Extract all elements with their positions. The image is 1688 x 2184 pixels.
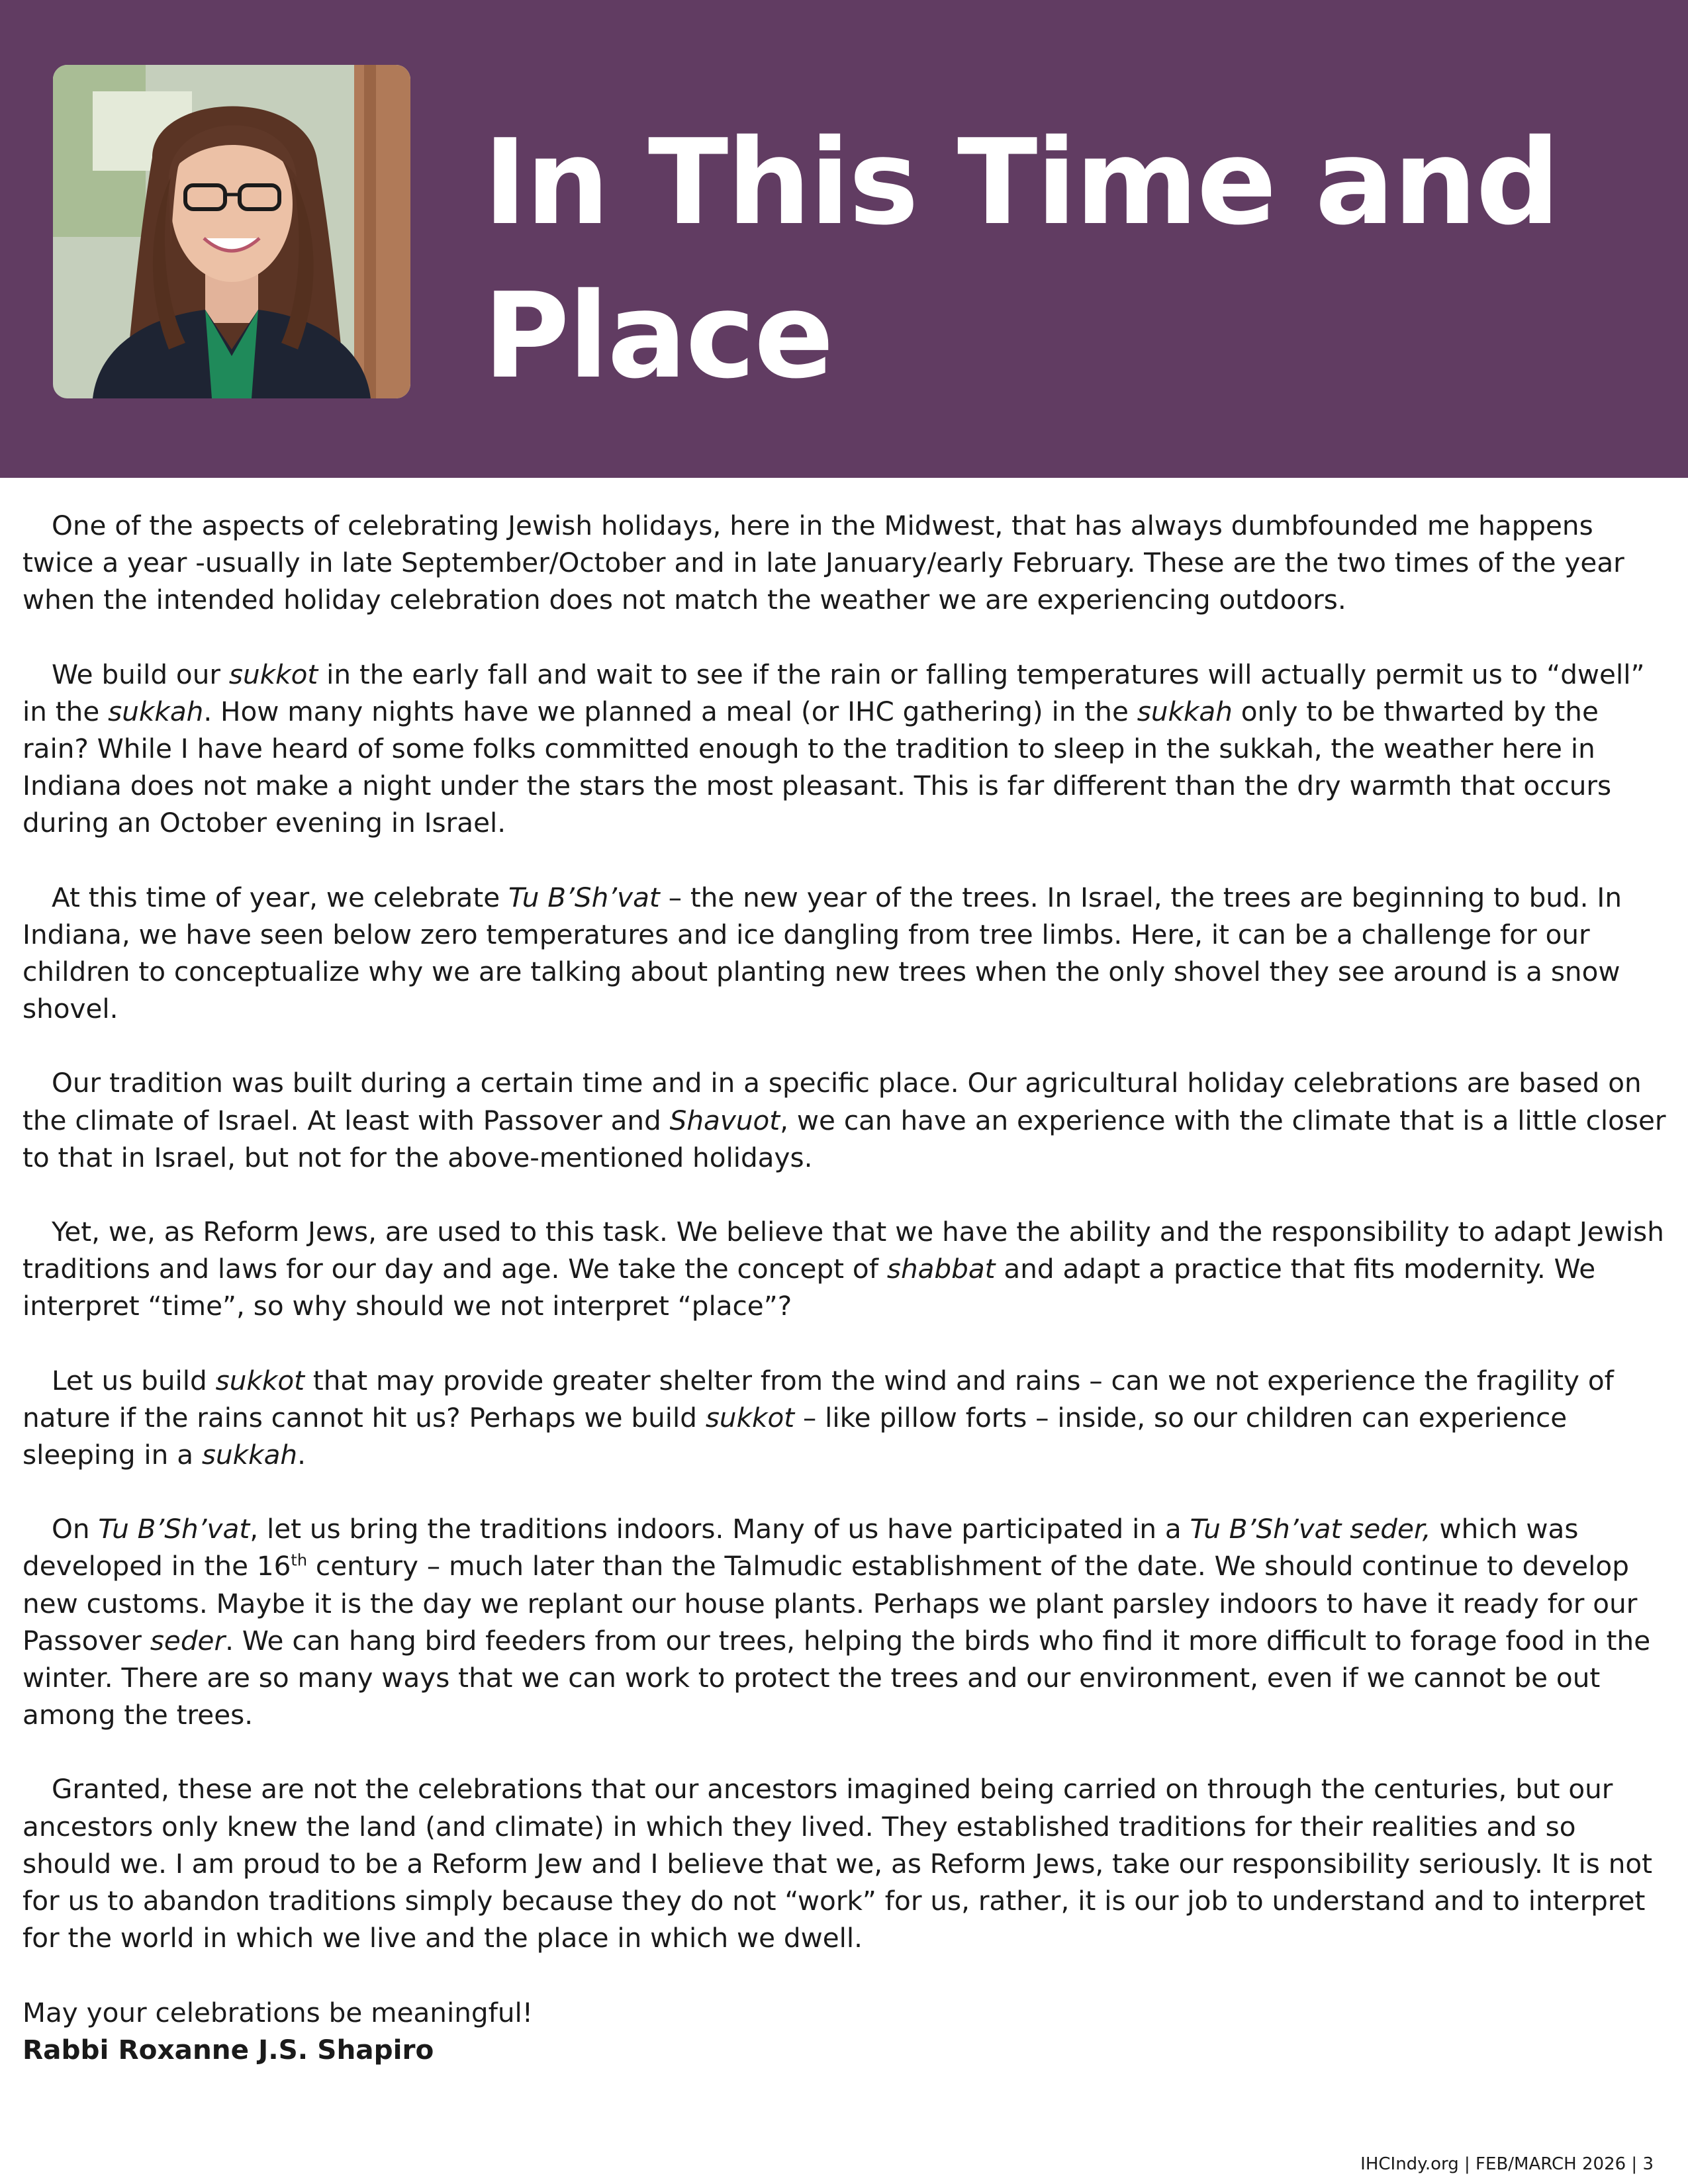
paragraph-text: . We can hang bird feeders from our trees, helping the birds who find it more difficult to forage food in the winter. There are so many ways that we can work to protect the trees and our environment, even if we cannot be out among the trees. xyxy=(23,1624,1651,1731)
italic-text: sukkot xyxy=(705,1401,795,1433)
superscript-text: th xyxy=(291,1551,308,1570)
italic-text: Tu B’Sh’vat seder, xyxy=(1190,1513,1431,1545)
paragraph-text: Our tradition was built during a certain time and in a specific place. Our agricultural holiday celebrations are based on the climate of Israel. At least with Passover and xyxy=(23,1067,1642,1136)
paragraph-text: which was developed in the 16 xyxy=(23,1513,1579,1582)
paragraph-text: and adapt a practice that fits modernity. We interpret “time”, so why should we not interpret “place”? xyxy=(23,1253,1596,1322)
paragraph-text: – like pillow forts – inside, so our children can experience sleeping in a xyxy=(23,1401,1568,1471)
italic-text: shabbat xyxy=(886,1253,996,1285)
article-paragraphs xyxy=(23,507,1671,1957)
page-footer: IHCIndy.org | FEB/MARCH 2026 | 3 xyxy=(1360,2154,1654,2174)
paragraph-text: only to be thwarted by the rain? While I have heard of some folks committed enough to the tradition to sleep in the sukkah, the weather here in Indiana does not make a night under the stars the most pleasant. This is far different than the dry warmth that occurs during an October evening in Israel. xyxy=(23,695,1612,839)
paragraph-text: – the new year of the trees. In Israel, the trees are beginning to bud. In Indiana, we have seen below zero temperatures and ice dangling from tree limbs. Here, it can be a challenge for our children to conceptualize why we are talking about planting new trees when the only shovel they see around is a snow shovel. xyxy=(23,881,1622,1025)
italic-text: seder xyxy=(150,1624,226,1657)
article-paragraph xyxy=(23,1510,1671,1733)
paragraph-text: , let us bring the traditions indoors. Many of us have participated in a xyxy=(250,1513,1190,1545)
paragraph-text: . xyxy=(297,1439,306,1471)
paragraph-text: in the early fall and wait to see if the rain or falling temperatures will actually permit us to “dwell” in the xyxy=(23,658,1645,727)
paragraph-text: Let us build xyxy=(52,1364,216,1396)
italic-text: Tu B’Sh’vat xyxy=(508,881,660,913)
paragraph-text: At this time of year, we celebrate xyxy=(52,881,509,913)
page-title: In This Time and Place xyxy=(483,114,1559,404)
italic-text: sukkah xyxy=(201,1439,298,1471)
article-paragraph xyxy=(23,1213,1671,1325)
paragraph-text: On xyxy=(52,1513,99,1545)
italic-text: sukkot xyxy=(228,658,318,690)
italic-text: sukkot xyxy=(215,1364,305,1396)
paragraph-text: We build our xyxy=(52,658,229,690)
italic-text: sukkah xyxy=(1137,695,1233,727)
italic-text: sukkah xyxy=(108,695,204,727)
article-paragraph xyxy=(23,1064,1671,1176)
italic-text: Shavuot xyxy=(669,1104,780,1136)
paragraph-text: . How many nights have we planned a meal (or IHC gathering) in the xyxy=(203,695,1137,727)
paragraph-text: that may provide greater shelter from the wind and rains – can we not experience the fragility of nature if the rains cannot hit us? Perhaps we build xyxy=(23,1364,1614,1433)
article-body xyxy=(23,507,1671,2068)
paragraph-text: One of the aspects of celebrating Jewish holidays, here in the Midwest, that has always dumbfounded me happens twice a year -usually in late September/October and in late January/early February. These are the two times of the year when the intended holiday celebration does not match the weather we are experiencing outdoors. xyxy=(23,510,1624,616)
author-photo xyxy=(53,65,410,398)
article-paragraph xyxy=(23,879,1671,1028)
article-paragraph xyxy=(23,507,1671,619)
author-signature: Rabbi Roxanne J.S. Shapiro xyxy=(23,2033,434,2066)
article-paragraph xyxy=(23,656,1671,842)
article-paragraph xyxy=(23,1770,1671,1956)
paragraph-text: Yet, we, as Reform Jews, are used to this task. We believe that we have the ability and the responsibility to adapt Jewish traditions and laws for our day and age. We take the concept of xyxy=(23,1216,1664,1285)
paragraph-text: Granted, these are not the celebrations that our ancestors imagined being carried on through the centuries, but our ancestors only knew the land (and climate) in which they lived. They established traditions for their realities and so should we. I am proud to be a Reform Jew and I believe that we, as Reform Jews, take our responsibility seriously. It is not for us to abandon traditions simply because they do not “work” for us, rather, it is our job to understand and to interpret for the world in which we live and the place in which we dwell. xyxy=(23,1773,1653,1954)
paragraph-text: century – much later than the Talmudic establishment of the date. We should continue to develop new customs. Maybe it is the day we replant our house plants. Perhaps we plant parsley indoors to have it ready for our Passover xyxy=(23,1550,1638,1657)
closing-line: May your celebrations be meaningful! xyxy=(23,1996,534,2028)
header-banner xyxy=(0,0,1688,478)
article-paragraph xyxy=(23,1362,1671,1474)
italic-text: Tu B’Sh’vat xyxy=(98,1513,250,1545)
paragraph-text: , we can have an experience with the climate that is a little closer to that in Israel, but not for the above-mentioned holidays. xyxy=(23,1104,1666,1173)
